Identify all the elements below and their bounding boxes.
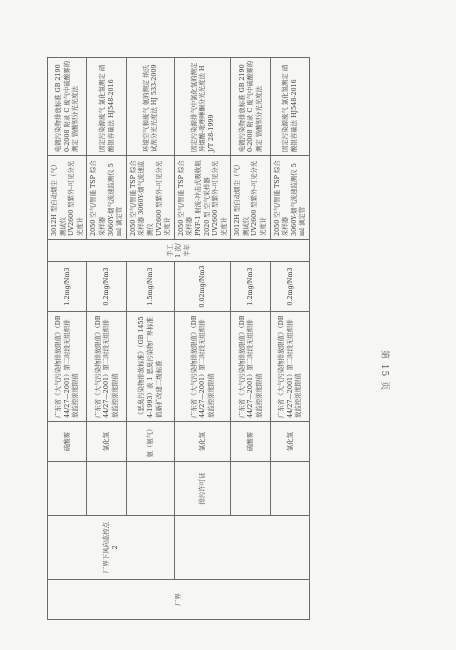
point-cell: 厂界下风向监控点 2 bbox=[48, 516, 175, 580]
limit-cell: 1.2mg/Nm3 bbox=[231, 262, 270, 312]
method-standard-cell: 环境空气和废气 氨的测定 纳氏试剂分光光度法 HJ 533-2009 bbox=[126, 58, 174, 156]
limit-cell: 1.2mg/Nm3 bbox=[48, 262, 87, 312]
method-instrument-cell: 2050 空气/智能 TSP 综合采样器 3060Y-烟气流速监测仪 5ml 滴定管 bbox=[87, 156, 126, 240]
pollutant-cell: 硫酸雾 bbox=[48, 422, 87, 462]
method-instrument-cell: 2050 空气/智能 TSP 综合采样器 PNF-1 射流-冲击式吸收瓶 2020 型 空气采样器 UV2600 型紫外-可见分光光度计 bbox=[174, 156, 231, 240]
method-instrument-cell: 2050 空气/智能 TSP 综合采样器 3060Y-烟气流速监测仪 5ml 滴定管 bbox=[270, 156, 309, 240]
monitoring-table bbox=[47, 57, 310, 620]
table-row bbox=[174, 58, 231, 620]
blank-cell bbox=[87, 462, 126, 516]
blank-cell bbox=[126, 462, 174, 516]
limit-cell: 1.5mg/Nm3 bbox=[126, 262, 174, 312]
pollutant-cell: 氯化氢 bbox=[87, 422, 126, 462]
blank-cell bbox=[48, 462, 87, 516]
standard-cell: 《恶臭污染物排放标准》（GB 14554-1993）表 1 恶臭污染物厂界标准值新扩改建二级标准 bbox=[126, 312, 174, 422]
blank-cell bbox=[231, 462, 270, 516]
limit-cell: 0.02mg/Nm3 bbox=[174, 262, 231, 312]
standard-cell: 广东省《大气污染物排放限值》（DB44/27—2001）第二时段无组织排放监控浓度限值 bbox=[174, 312, 231, 422]
site-cell: 厂界 bbox=[48, 580, 310, 620]
point-cell-2 bbox=[174, 516, 309, 580]
pollutant-cell: 氨（氨气） bbox=[126, 422, 174, 462]
method-instrument-cell: 3012H 型自动烟尘（气）测试仪 UV2600 型紫外-可见分光光度计 bbox=[231, 156, 270, 240]
pollutant-cell: 氯化氢 bbox=[174, 422, 231, 462]
method-standard-cell: 固定污染源废气 氯化氢测定 硝酸银容量法 HJ548-2016 bbox=[270, 58, 309, 156]
blank-cell bbox=[270, 462, 309, 516]
table-row bbox=[48, 58, 87, 620]
standard-cell: 广东省《大气污染物排放限值》（DB44/27—2001）第二时段无组织排放监控浓度限值 bbox=[231, 312, 270, 422]
method-standard-cell: 电镀污染物排放标准 GB 21900-2008 附录 C 废气中硫酸雾的测定 铬酸钡分光光度法 bbox=[48, 58, 87, 156]
limit-cell: 0.2mg/Nm3 bbox=[87, 262, 126, 312]
standard-cell: 广东省《大气污染物排放限值》（DB44/27—2001）第二时段无组织排放监控浓度限值 bbox=[270, 312, 309, 422]
method-standard-cell: 电镀污染物排放标准 GB 21900-2008 附录 C 废气中硫酸雾的测定 铬酸钡分光光度法 bbox=[231, 58, 270, 156]
frequency-cell: 手工 1 次/半年 bbox=[48, 240, 310, 262]
method-standard-cell: 固定污染源排气中氯化氢的测定 异烟酸-吡唑啉酮分光光度法 HJ/T 28-1999 bbox=[174, 58, 231, 156]
page-number: 第 15 页 bbox=[379, 350, 389, 392]
permit-cell: 排污许可证 bbox=[174, 462, 231, 516]
standard-cell: 广东省《大气污染物排放限值》（DB44/27—2001）第二时段无组织排放监控浓度限值 bbox=[48, 312, 87, 422]
method-instrument-cell: 2050 空气/智能 TSP 综合采样器 3060Y-烟气流速监测仪 UV2600 型紫外-可见分光光度计 bbox=[126, 156, 174, 240]
method-standard-cell: 固定污染源废气 氯化氢测定 硝酸银容量法 HJ548-2016 bbox=[87, 58, 126, 156]
method-instrument-cell: 3012H 型自动烟尘（气）测试仪 UV2600 型紫外-可见分光光度计 bbox=[48, 156, 87, 240]
pollutant-cell: 硫酸雾 bbox=[231, 422, 270, 462]
pollutant-cell: 氯化氢 bbox=[270, 422, 309, 462]
limit-cell: 0.2mg/Nm3 bbox=[270, 262, 309, 312]
standard-cell: 广东省《大气污染物排放限值》（DB44/27—2001）第二时段无组织排放监控浓度限值 bbox=[87, 312, 126, 422]
